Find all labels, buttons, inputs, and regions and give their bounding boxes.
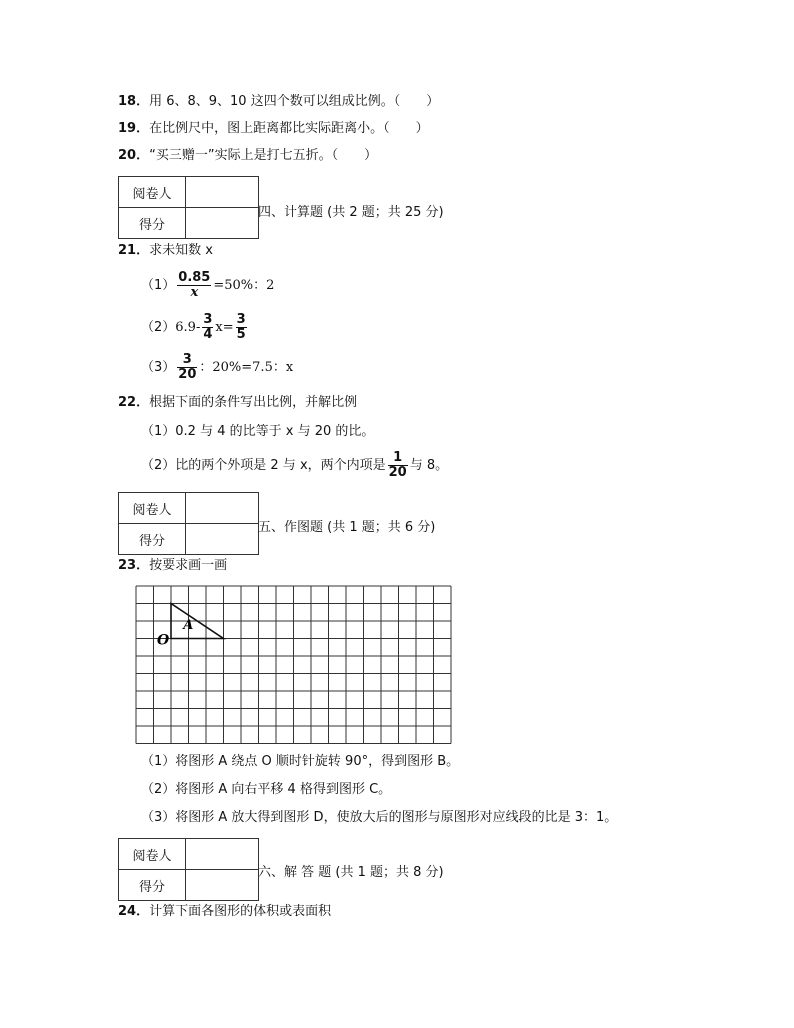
score-table — [118, 838, 259, 901]
question-text: 求未知数 x — [149, 243, 213, 258]
question-number: 19． — [118, 121, 150, 136]
question-23 — [118, 557, 227, 575]
reviewer-cell[interactable] — [186, 839, 259, 870]
question-23-part-1: （1）将图形 A 绕点 O 顺时针旋转 90°，得到图形 B。 — [141, 754, 460, 769]
fraction-denominator: 4 — [203, 327, 213, 342]
question-22 — [118, 394, 357, 412]
fraction — [388, 451, 408, 480]
question-18 — [118, 93, 439, 111]
question-19 — [118, 120, 429, 138]
equation-text: x= — [215, 320, 234, 335]
reviewer-cell[interactable] — [186, 177, 259, 208]
fraction-numerator: 3 — [177, 353, 197, 368]
question-text: 用 6、8、9、10 这四个数可以组成比例。（ ） — [149, 94, 440, 109]
score-label: 得分 — [119, 524, 186, 555]
score-cell[interactable] — [186, 208, 259, 239]
fraction-numerator: 0.85 — [178, 270, 211, 285]
fraction-numerator: 1 — [388, 451, 408, 466]
question-22-part-2 — [141, 448, 448, 484]
question-24 — [118, 903, 331, 921]
fraction — [202, 313, 213, 342]
score-cell[interactable] — [186, 524, 259, 555]
equation-text: 6.9- — [175, 320, 201, 335]
question-text: 根据下面的条件写出比例，并解比例 — [149, 395, 358, 410]
section-title: 六、解 答 题 (共 1 题；共 8 分) — [258, 865, 444, 880]
question-21 — [118, 242, 213, 260]
question-number: 18． — [118, 94, 150, 109]
question-number: 22． — [118, 395, 150, 410]
section-title: 五、作图题 (共 1 题；共 6 分) — [258, 520, 436, 535]
question-22-part-1: （1）0.2 与 4 的比等于 x 与 20 的比。 — [141, 424, 375, 439]
drawing-grid[interactable] — [135, 585, 453, 747]
question-number: 24． — [118, 904, 150, 919]
score-label: 得分 — [119, 208, 186, 239]
reviewer-label: 阅卷人 — [119, 493, 186, 524]
fraction-numerator: 3 — [203, 312, 213, 327]
question-text: 按要求画一画 — [149, 558, 228, 573]
fraction-numerator: 3 — [236, 312, 246, 327]
equation-text: ：20%=7.5：x — [199, 360, 294, 375]
part-label: （2） — [141, 320, 176, 335]
part-label: （3） — [141, 360, 176, 375]
reviewer-label: 阅卷人 — [119, 839, 186, 870]
question-text: “买三赠一”实际上是打七五折。（ ） — [149, 148, 378, 163]
question-number: 23． — [118, 558, 150, 573]
fraction — [177, 271, 211, 300]
question-number: 20． — [118, 148, 150, 163]
part-text: 与 8。 — [409, 458, 449, 473]
section-title: 四、计算题 (共 2 题；共 25 分) — [258, 205, 444, 220]
fraction — [236, 313, 247, 342]
fraction-denominator: 5 — [236, 327, 246, 342]
part-label: （1） — [141, 278, 176, 293]
score-label: 得分 — [119, 870, 186, 901]
score-table — [118, 492, 259, 555]
question-21-part-2 — [141, 310, 249, 346]
fraction-denominator: x — [190, 285, 199, 300]
label-o: O — [157, 632, 170, 649]
equation-text: =50%：2 — [213, 278, 275, 293]
fraction-denominator: 20 — [388, 465, 407, 480]
question-23-part-3: （3）将图形 A 放大得到图形 D，使放大后的图形与原图形对应线段的比是 3：1。 — [141, 810, 618, 825]
fraction — [177, 353, 197, 382]
question-text: 计算下面各图形的体积或表面积 — [149, 904, 332, 919]
fraction-denominator: 20 — [178, 367, 197, 382]
score-table — [118, 176, 259, 239]
score-cell[interactable] — [186, 870, 259, 901]
question-21-part-3 — [141, 350, 293, 386]
reviewer-label: 阅卷人 — [119, 177, 186, 208]
label-a: A — [183, 617, 194, 633]
reviewer-cell[interactable] — [186, 493, 259, 524]
question-number: 21． — [118, 243, 150, 258]
question-21-part-1 — [141, 268, 274, 304]
question-text: 在比例尺中，图上距离都比实际距离小。（ ） — [149, 121, 429, 136]
part-text: （2）比的两个外项是 2 与 x，两个内项是 — [141, 458, 386, 473]
question-20 — [118, 147, 377, 165]
question-23-part-2: （2）将图形 A 向右平移 4 格得到图形 C。 — [141, 782, 392, 797]
